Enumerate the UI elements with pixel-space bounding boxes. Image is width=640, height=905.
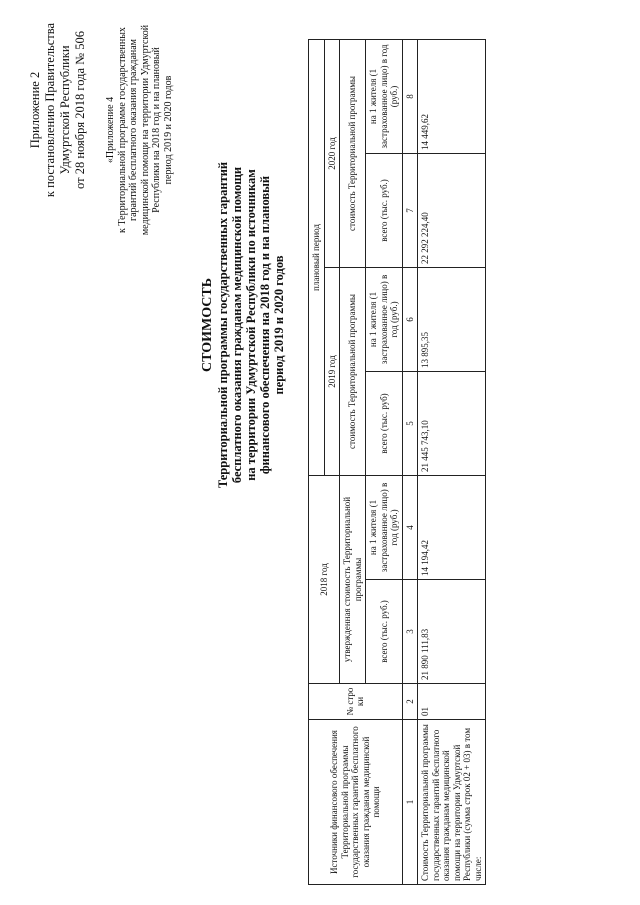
column-number: 7 [402,153,418,267]
column-number: 3 [402,580,418,684]
appendix-4-line: гарантий бесплатного оказания гражданам [128,39,139,222]
appendix-4-header [105,5,174,255]
table-header-row [309,39,325,884]
header-2019: 2019 год [324,267,340,475]
row-label: Стоимость Территориальной программы государственных гарантий бесплатного оказания гражданам медицинской помощи на территории Удмуртской Республики (сумма строк 02 + 03) в том числе: [418,720,486,885]
value-per-capita-2020: 14 449,62 [418,39,486,153]
header-source: Источники финансового обеспечения Территориальной программы государственных гарантий бесплатного оказания гражданам медицинской помощи [309,720,403,885]
table-row [418,39,486,884]
header-total-2018: всего (тыс. руб.) [366,580,403,684]
appendix-2-line: Приложение 2 [28,71,42,149]
header-planned-period: плановый период [309,39,325,475]
header-cost-2019: стоимость Территориальной программы [340,267,366,475]
appendix-4-line: «Приложение 4 [105,96,116,164]
row-number: 01 [418,684,486,720]
cost-table [308,39,486,885]
header-cost-2020: стоимость Территориальной программы [340,39,366,267]
header-per-capita-2018: на 1 жителя (1 застрахованное лицо) в год (руб.) [366,475,403,579]
subtitle-line: бесплатного оказания гражданам медицинской помощи [230,166,244,484]
appendix-2-line: к постановлению Правительства [43,22,57,198]
column-number: 5 [402,371,418,475]
value-total-2018: 21 890 111,83 [418,580,486,684]
document-title-block [200,105,286,545]
header-approved-cost: утвержденная стоимость Территориальной программы [340,475,366,683]
header-per-capita-2019: на 1 жителя (1 застрахованное лицо) в год (руб.) [366,267,403,371]
column-number: 6 [402,267,418,371]
header-2018: 2018 год [309,475,340,683]
header-per-capita-2020: на 1 жителя (1 застрахованное лицо) в год (руб.) [366,39,403,153]
appendix-4-line: Республики на 2018 год и на плановый [151,47,162,213]
column-number-row [402,39,418,884]
document-title: СТОИМОСТЬ [200,277,215,373]
column-number: 1 [402,720,418,885]
column-number: 4 [402,475,418,579]
header-total-2019: всего (тыс. руб) [366,371,403,475]
value-total-2020: 22 292 224,40 [418,153,486,267]
value-per-capita-2019: 13 895,35 [418,267,486,371]
value-total-2019: 21 445 743,10 [418,371,486,475]
column-number: 2 [402,684,418,720]
header-row-number: № стро ки [309,684,403,720]
appendix-2-header [28,15,88,205]
subtitle-line: Территориальной программы государственных гарантий [216,161,230,489]
header-2020: 2020 год [324,39,340,267]
subtitle-line: период 2019 и 2020 годов [272,255,286,395]
value-per-capita-2018: 14 194,42 [418,475,486,579]
appendix-2-line: Удмуртской Республики [58,45,72,175]
column-number: 8 [402,39,418,153]
subtitle-line: на территории Удмуртской Республики по источникам [244,169,258,481]
appendix-2-line: от 28 ноября 2018 года № 506 [73,31,87,189]
document-subtitle [216,105,286,545]
header-total-2020: всего (тыс. руб.) [366,153,403,267]
appendix-4-line: период 2019 и 2020 годов [162,75,174,185]
appendix-4-line: медицинской помощи на территории Удмуртской [139,24,151,236]
subtitle-line: финансового обеспечения на 2018 год и на плановый [258,175,272,475]
appendix-4-line: к Территориальной программе государственных [116,27,128,233]
